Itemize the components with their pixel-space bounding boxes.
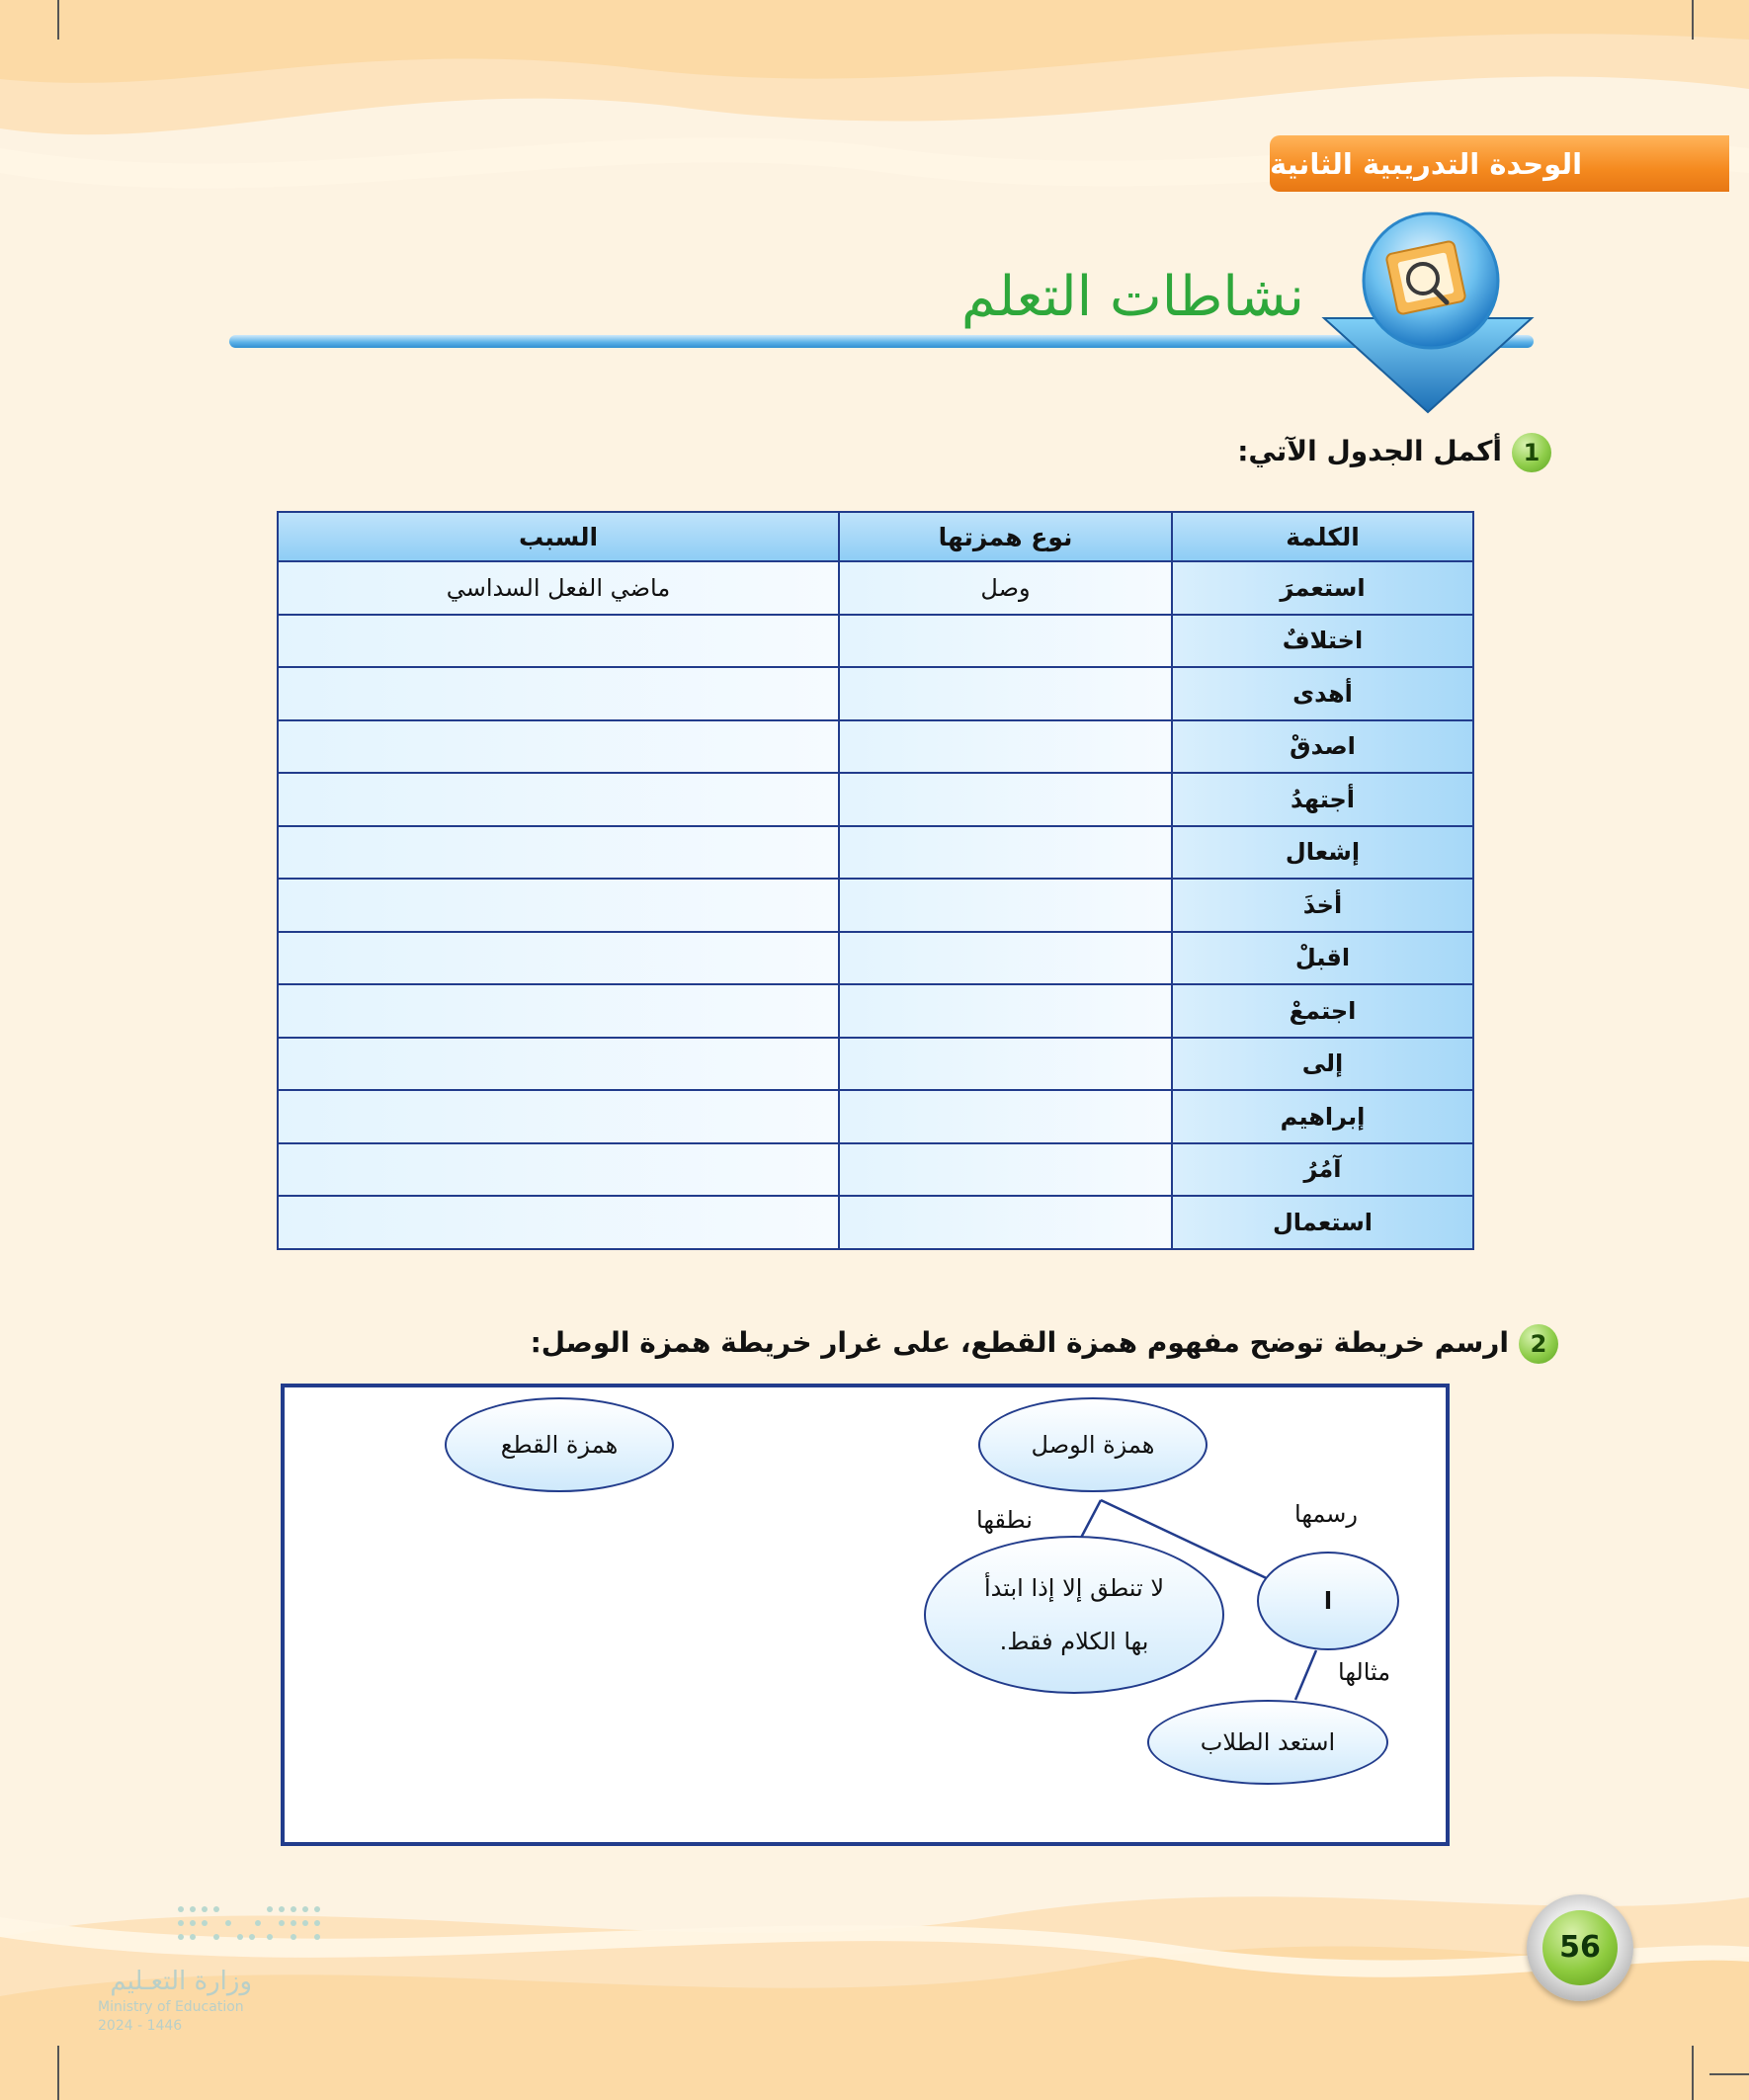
- hamza-type-cell[interactable]: [839, 1143, 1172, 1197]
- word-cell: استعمرَ: [1172, 561, 1473, 615]
- magnifier-book-icon: [1314, 210, 1541, 422]
- reason-cell[interactable]: [278, 1196, 839, 1249]
- header-hamza-type: نوع همزتها: [839, 512, 1172, 561]
- example-label: مثالها: [1338, 1658, 1391, 1686]
- table-row: [278, 1090, 1473, 1143]
- pronunciation-node-line2: بها الكلام فقط.: [999, 1628, 1149, 1655]
- crop-mark: [1692, 0, 1694, 40]
- reason-cell[interactable]: [278, 720, 839, 774]
- ministry-name-en: Ministry of Education: [98, 1999, 244, 2015]
- word-cell: أهدى: [1172, 667, 1473, 720]
- question-2-text: ارسم خريطة توضح مفهوم همزة القطع، على غرار خريطة همزة الوصل:: [530, 1326, 1509, 1359]
- writing-node: [1257, 1552, 1399, 1650]
- pronunciation-node-line1: لا تنطق إلا إذا ابتدأ: [983, 1574, 1165, 1602]
- concept-map-box[interactable]: [281, 1384, 1450, 1846]
- table-row: [278, 720, 1473, 774]
- header-reason: السبب: [278, 512, 839, 561]
- unit-label: الوحدة التدريبية الثانية: [1270, 146, 1583, 181]
- reason-cell[interactable]: [278, 667, 839, 720]
- crop-mark: [57, 2046, 59, 2100]
- word-cell: أخذَ: [1172, 879, 1473, 932]
- table-row: [278, 667, 1473, 720]
- table-row: [278, 773, 1473, 826]
- hamza-type-cell[interactable]: [839, 1196, 1172, 1249]
- table-row: [278, 984, 1473, 1038]
- pronunciation-label: نطقها: [976, 1506, 1033, 1534]
- word-cell: اختلافٌ: [1172, 615, 1473, 668]
- question-1-number: 1: [1512, 433, 1551, 472]
- page-number-badge: [1527, 1894, 1633, 2001]
- table-header-row: [278, 512, 1473, 561]
- word-cell: إشعال: [1172, 826, 1473, 880]
- hamza-type-cell[interactable]: [839, 984, 1172, 1038]
- page-number: 56: [1542, 1910, 1618, 1985]
- ministry-name-ar: وزارة التعـليم: [110, 1967, 252, 1996]
- writing-label: رسمها: [1294, 1500, 1358, 1528]
- word-cell: أجتهدُ: [1172, 773, 1473, 826]
- word-cell: آمُرُ: [1172, 1143, 1473, 1197]
- table-row: [278, 932, 1473, 985]
- ministry-year: 2024 - 1446: [98, 2018, 183, 2034]
- reason-cell[interactable]: ماضي الفعل السداسي: [278, 561, 839, 615]
- reason-cell[interactable]: [278, 879, 839, 932]
- header-word: الكلمة: [1172, 512, 1473, 561]
- word-cell: اجتمعْ: [1172, 984, 1473, 1038]
- question-1-text: أكمل الجدول الآتي:: [1237, 435, 1502, 467]
- hamza-type-cell[interactable]: وصل: [839, 561, 1172, 615]
- reason-cell[interactable]: [278, 1143, 839, 1197]
- table-row: [278, 561, 1473, 615]
- reason-cell[interactable]: [278, 932, 839, 985]
- table-row: [278, 1196, 1473, 1249]
- ministry-logo: [94, 1897, 331, 2036]
- word-cell: إبراهيم: [1172, 1090, 1473, 1143]
- example-node: [1147, 1700, 1388, 1785]
- hamza-type-cell[interactable]: [839, 615, 1172, 668]
- table-row: [278, 1038, 1473, 1091]
- table-row: [278, 615, 1473, 668]
- hamza-type-cell[interactable]: [839, 667, 1172, 720]
- table-row: [278, 879, 1473, 932]
- question-2-number: 2: [1519, 1324, 1558, 1364]
- word-cell: اقبلْ: [1172, 932, 1473, 985]
- hamza-type-cell[interactable]: [839, 826, 1172, 880]
- page-title: نشاطات التعلم: [960, 265, 1304, 329]
- hamza-type-cell[interactable]: [839, 720, 1172, 774]
- reason-cell[interactable]: [278, 773, 839, 826]
- wasl-node: [978, 1397, 1208, 1492]
- reason-cell[interactable]: [278, 984, 839, 1038]
- word-cell: اصدقْ: [1172, 720, 1473, 774]
- word-cell: إلى: [1172, 1038, 1473, 1091]
- word-cell: استعمال: [1172, 1196, 1473, 1249]
- crop-mark: [57, 0, 59, 40]
- reason-cell[interactable]: [278, 1038, 839, 1091]
- table-row: [278, 1143, 1473, 1197]
- writing-node-label: ا: [1323, 1587, 1333, 1615]
- unit-banner: [1270, 135, 1729, 192]
- reason-cell[interactable]: [278, 615, 839, 668]
- table-row: [278, 826, 1473, 880]
- reason-cell[interactable]: [278, 1090, 839, 1143]
- qat-node: [445, 1397, 674, 1492]
- hamza-type-cell[interactable]: [839, 879, 1172, 932]
- hamza-type-cell[interactable]: [839, 1038, 1172, 1091]
- crop-mark: [1692, 2046, 1694, 2100]
- hamza-type-cell[interactable]: [839, 1090, 1172, 1143]
- pronunciation-node: [924, 1536, 1224, 1694]
- qat-node-label: همزة القطع: [500, 1431, 619, 1459]
- hamza-type-cell[interactable]: [839, 932, 1172, 985]
- hamza-type-cell[interactable]: [839, 773, 1172, 826]
- words-table: [277, 511, 1474, 1250]
- reason-cell[interactable]: [278, 826, 839, 880]
- crop-mark: [1709, 2073, 1749, 2075]
- wasl-node-label: همزة الوصل: [1031, 1431, 1155, 1459]
- ministry-logo-dots-icon: [171, 1897, 329, 1957]
- example-node-label: استعد الطلاب: [1200, 1728, 1336, 1756]
